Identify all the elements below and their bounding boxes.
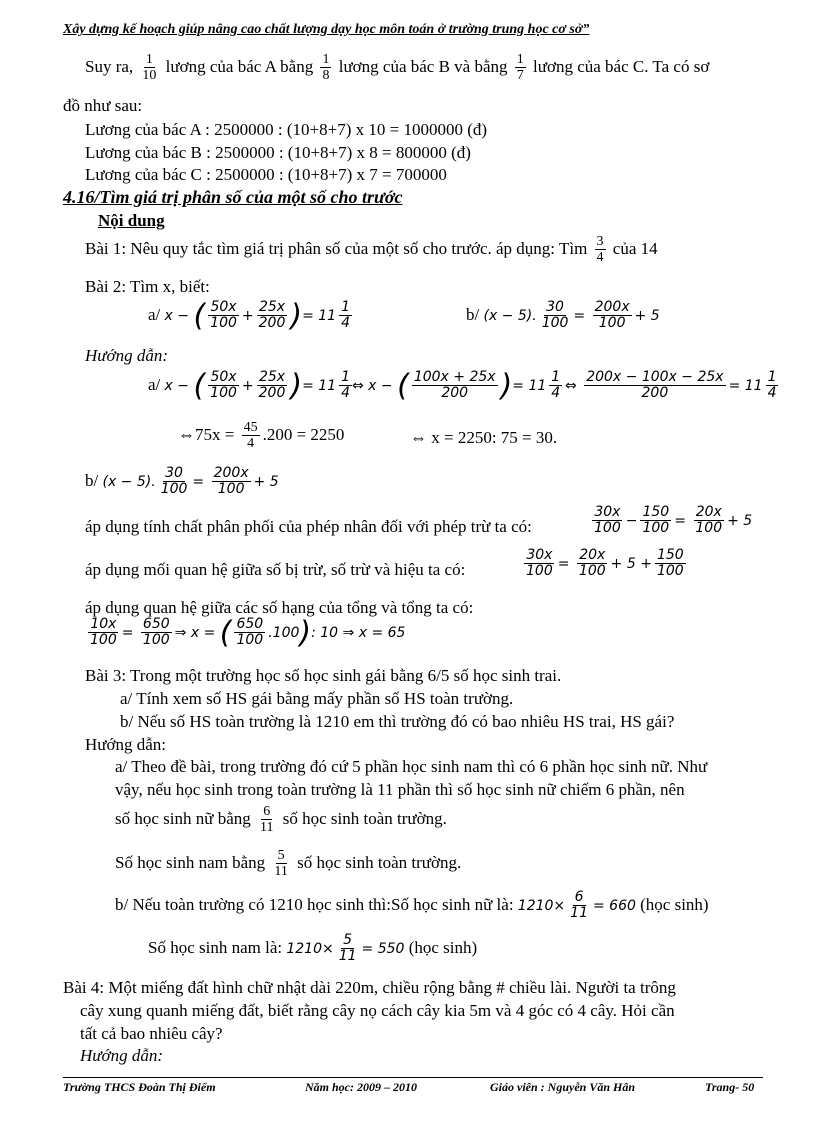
footer-rule [63, 1077, 763, 1078]
bai2-step-1: a/ x − ( $\frac{50x}{100}$ + $\frac{25x}{200}$ )= 11 $\frac{1}{4}$ [148, 368, 351, 404]
intro-line-1: Suy ra, $\frac{1}{10}$ lương của bác A bằng $\frac{1}{8}$ lương của bác B và bằng $\frac{1}{7}$ lương của bác C. Ta có sơ [85, 52, 710, 84]
bai2-step-3: ⇔75x = $\frac{45}{4}$ .200 = 2250 [178, 420, 345, 452]
bai2-rule-3: áp dụng quan hệ giữa các số hạng của tổng và tổng ta có: [85, 598, 474, 617]
bai2-rule-1-eq: $\frac{30x}{100}$ − $\frac{150}{100}$ = $\frac{20x}{100}$ + 5 [594, 504, 753, 537]
bai4-line-2: cây xung quanh miếng đất, biết rằng cây nọ cách cây kia 5m và 4 góc có 4 cây. Hỏi cần [80, 1001, 675, 1020]
bai2-rule-2: áp dụng mối quan hệ giữa số bị trừ, số trừ và hiệu ta có: [85, 560, 466, 579]
bai2-rule-3-eq: $\frac{10x}{100}$ = $\frac{650}{100}$ ⇒ x = ( $\frac{650}{100}$ .100): 10 ⇒ x = 65 [90, 615, 406, 651]
footer-teacher: Giáo viên : Nguyễn Văn Hân [490, 1080, 636, 1094]
bai3-answer-a3: số học sinh nữ bằng $\frac{6}{11}$ số học sinh toàn trường. [115, 804, 447, 836]
page-header: Xây dựng kế hoạch giúp nâng cao chất lượng dạy học môn toán ở trường trung học cơ sở” [63, 22, 590, 37]
bai4-guide: Hướng dẫn: [80, 1046, 164, 1065]
bai3-answer-b1: b/ Nếu toàn trường có 1210 học sinh thì:Số học sinh nữ là: 1210× $\frac{6}{11}$ = 660 (học sinh) [115, 889, 709, 922]
bai2-guide: Hướng dẫn: [85, 346, 169, 365]
salary-c: Lương của bác C : 2500000 : (10+8+7) x 7 = 700000 [85, 165, 447, 184]
bai2-title: Bài 2: Tìm x, biết: [85, 277, 210, 296]
bai2-eq-a: a/ x − ( $\frac{50x}{100}$ + $\frac{25x}{200}$ )= 11 $\frac{1}{4}$ [148, 298, 351, 334]
bai1: Bài 1: Nêu quy tắc tìm giá trị phân số của một số cho trước. áp dụng: Tìm $\frac{3}{4}$ của 14 [85, 234, 658, 266]
bai3-title: Bài 3: Trong một trường học số học sinh gái bằng 6/5 số học sinh trai. [85, 666, 562, 685]
bai2-eq-b: b/ (x − 5). $\frac{30}{100}$ = $\frac{200x}{100}$ + 5 [466, 299, 660, 332]
bai2-rule-1: áp dụng tính chất phân phối của phép nhân đối với phép trừ ta có: [85, 517, 532, 536]
content-heading: Nội dung [98, 211, 165, 230]
bai3-answer-a1: a/ Theo đề bài, trong trường đó cứ 5 phần học sinh nam thì có 6 phần học sinh nữ. Như [115, 757, 708, 776]
bai3-answer-b2: Số học sinh nam là: 1210× $\frac{5}{11}$ = 550 (học sinh) [148, 932, 478, 965]
bai2-step-2: ⇔ x − ( $\frac{100x + 25x}{200}$ )= 11 $\frac{1}{4}$ [352, 368, 561, 404]
bai3-guide: Hướng dẫn: [85, 735, 166, 754]
footer-page-number: Trang- 50 [705, 1080, 755, 1094]
bai2-rule-2-eq: $\frac{30x}{100}$ = $\frac{20x}{100}$ + 5 + $\frac{150}{100}$ [526, 547, 684, 580]
bai4-line-3: tất cả bao nhiêu cây? [80, 1024, 223, 1043]
salary-a: Lương của bác A : 2500000 : (10+8+7) x 10 = 1000000 (đ) [85, 120, 488, 139]
bai2-b-restate: b/ (x − 5). $\frac{30}{100}$ = $\frac{200x}{100}$ + 5 [85, 465, 279, 498]
bai3-answer-a4: Số học sinh nam bằng $\frac{5}{11}$ số học sinh toàn trường. [115, 848, 462, 880]
bai2-step-4: ⇔ x = 2250: 75 = 30. [410, 428, 558, 447]
footer-year: Năm học: 2009 – 2010 [305, 1080, 417, 1094]
bai3-answer-a2: vậy, nếu học sinh trong toàn trường là 11 phần thì số học sinh nữ chiếm 6 phần, nên [115, 780, 685, 799]
salary-b: Lương của bác B : 2500000 : (10+8+7) x 8 = 800000 (đ) [85, 143, 471, 162]
section-title: 4.16/Tìm giá trị phân số của một số cho trước [63, 187, 403, 207]
intro-line-2: đồ như sau: [63, 96, 143, 115]
bai2-step-2b: ⇔ $\frac{200x - 100x - 25x}{200}$ = 11 $\frac{1}{4}$ [565, 369, 777, 402]
bai3-question-b: b/ Nếu số HS toàn trường là 1210 em thì trường đó có bao nhiêu HS trai, HS gái? [120, 712, 675, 731]
footer-school: Trường THCS Đoàn Thị Điểm [63, 1080, 216, 1094]
bai4-line-1: Bài 4: Một miếng đất hình chữ nhật dài 220m, chiều rộng bằng # chiều lài. Người ta trông [63, 978, 676, 997]
bai3-question-a: a/ Tính xem số HS gái bằng mấy phần số HS toàn trường. [120, 689, 514, 708]
